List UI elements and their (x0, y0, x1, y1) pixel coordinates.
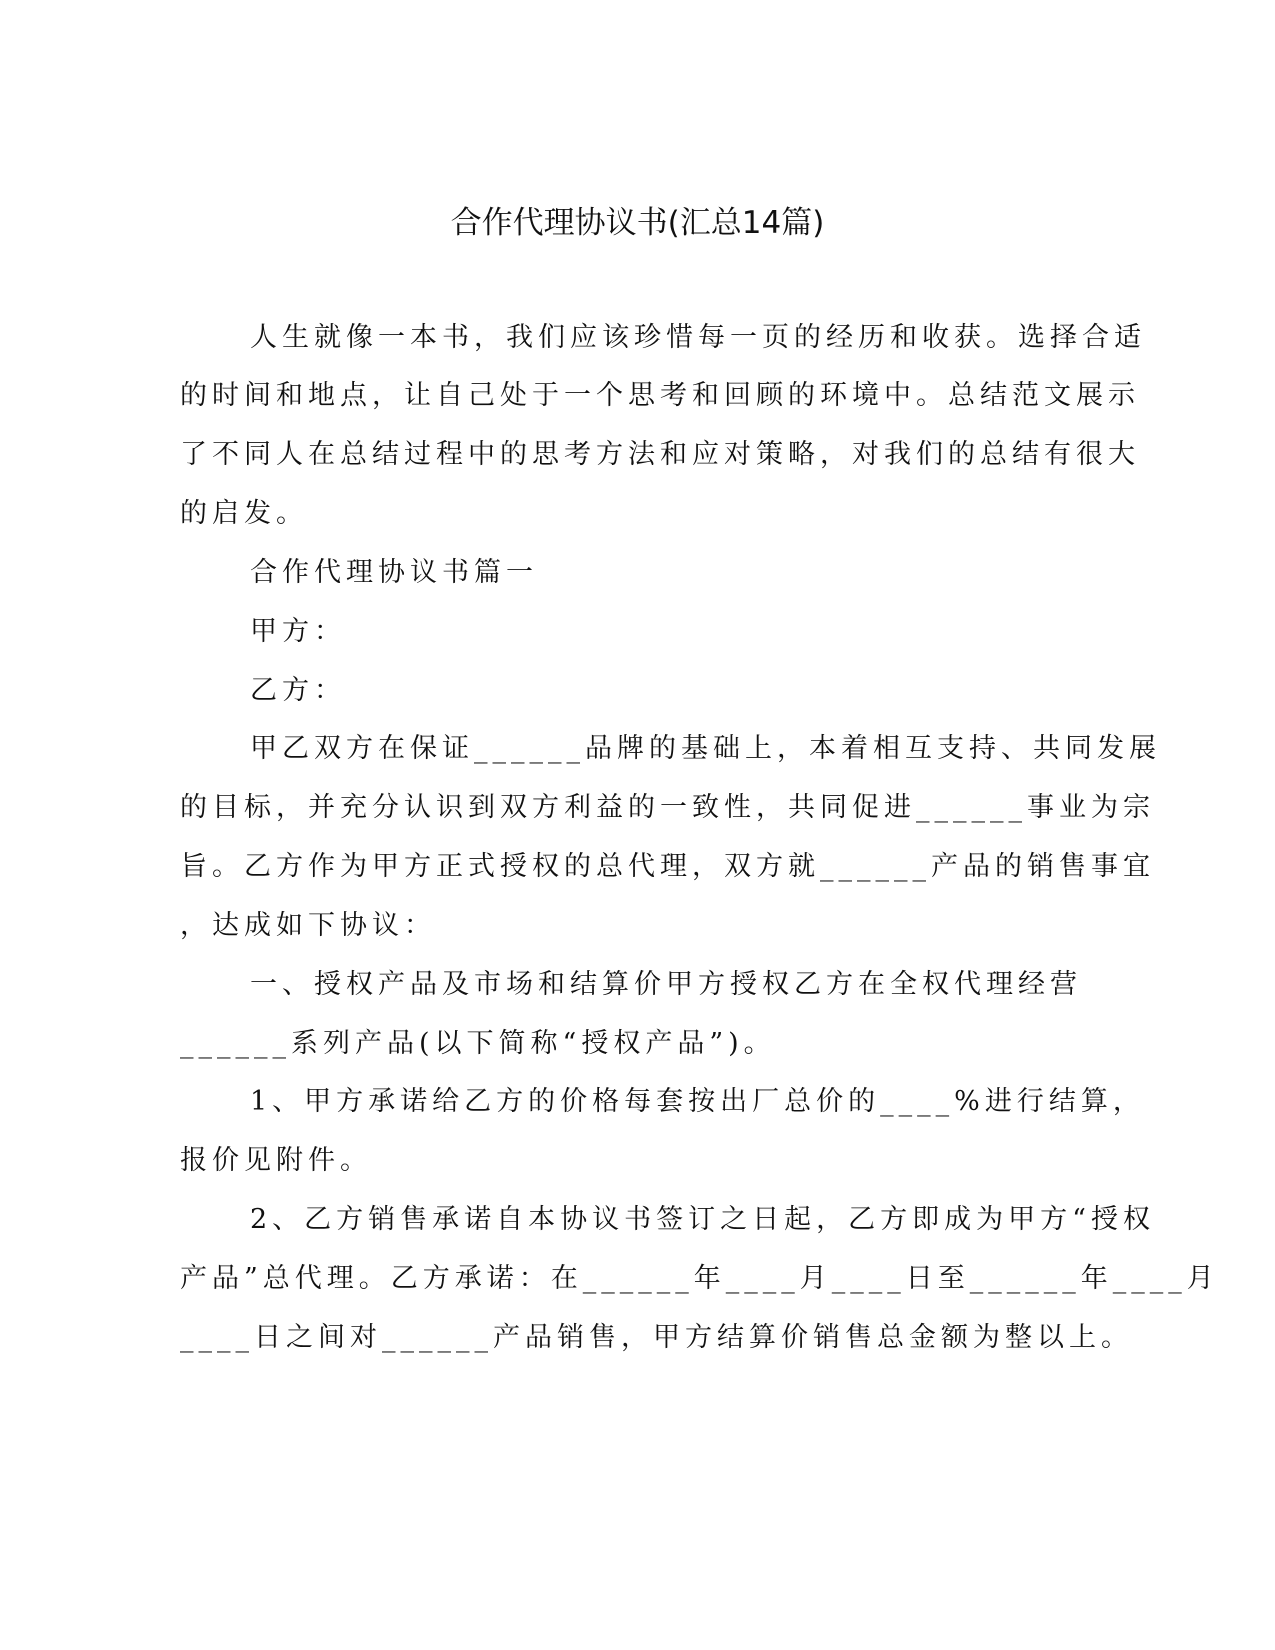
paragraph-line: 的时间和地点，让自己处于一个思考和回顾的环境中。总结范文展示 (180, 380, 1140, 411)
paragraph-line: ______系列产品(以下简称“授权产品”)。 (180, 1028, 776, 1059)
paragraph-line: 2、乙方销售承诺自本协议书签订之日起，乙方即成为甲方“授权 (250, 1204, 1155, 1235)
document-title: 合作代理协议书(汇总14篇) (450, 205, 825, 241)
paragraph-line: 旨。乙方作为甲方正式授权的总代理，双方就______产品的销售事宜 (180, 851, 1155, 882)
paragraph-line: 1、甲方承诺给乙方的价格每套按出厂总价的____%进行结算， (250, 1086, 1145, 1117)
paragraph-line: 人生就像一本书，我们应该珍惜每一页的经历和收获。选择合适 (250, 322, 1146, 353)
paragraph-line: 产品”总代理。乙方承诺：在______年____月____日至______年____月 (180, 1263, 1219, 1294)
paragraph-line: 报价见附件。 (180, 1145, 372, 1176)
paragraph-line: 的目标，并充分认识到双方利益的一致性，共同促进______事业为宗 (180, 792, 1155, 823)
paragraph-line: ，达成如下协议： (180, 910, 436, 941)
paragraph-line: 了不同人在总结过程中的思考方法和应对策略，对我们的总结有很大 (180, 439, 1140, 470)
party-a-label: 甲方： (250, 616, 346, 647)
paragraph-line: 的启发。 (180, 498, 308, 529)
section-heading: 合作代理协议书篇一 (250, 557, 538, 588)
paragraph-line: 一、授权产品及市场和结算价甲方授权乙方在全权代理经营 (250, 969, 1082, 1000)
paragraph-line: ____日之间对______产品销售，甲方结算价销售总金额为整以上。 (180, 1322, 1133, 1353)
paragraph-line: 甲乙双方在保证______品牌的基础上，本着相互支持、共同发展 (250, 733, 1161, 764)
party-b-label: 乙方： (250, 675, 346, 706)
